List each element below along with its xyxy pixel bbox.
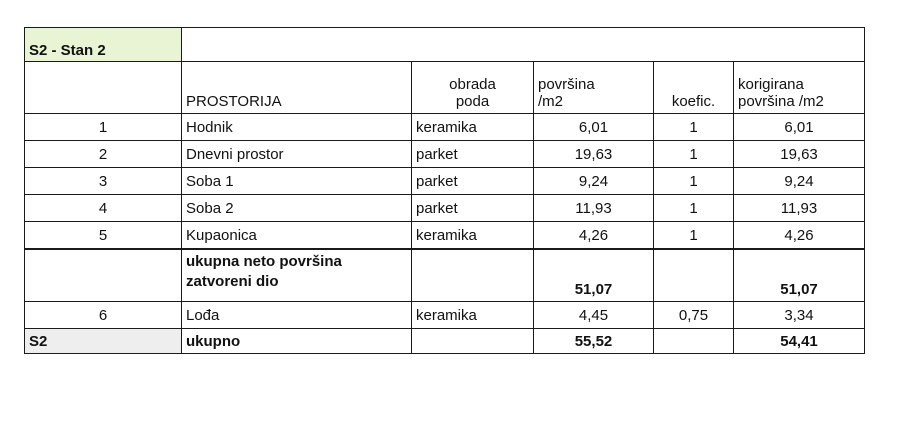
header-area-line-1: površina [538, 76, 595, 93]
subtotal-row [25, 249, 865, 302]
room-coef: 1 [654, 195, 734, 222]
room-name: Soba 2 [182, 195, 412, 222]
room-finish: keramika [412, 114, 534, 141]
area-table-sheet [24, 27, 864, 354]
header-finish-line-2: poda [455, 93, 490, 110]
total-coef-cell [654, 329, 734, 354]
room-name: Kupaonica [182, 222, 412, 250]
room-area: 6,01 [534, 114, 654, 141]
room-no: 1 [25, 114, 182, 141]
title-filler-cell [182, 28, 865, 62]
room-coef: 1 [654, 168, 734, 195]
total-finish-cell [412, 329, 534, 354]
subtotal-no-cell [25, 249, 182, 302]
subtotal-coef-cell [654, 249, 734, 302]
table-row [25, 141, 865, 168]
room-coef: 1 [654, 222, 734, 250]
room-finish: keramika [412, 222, 534, 250]
room-area: 9,24 [534, 168, 654, 195]
room-coef: 1 [654, 141, 734, 168]
header-finish-line-1: obrada [449, 76, 496, 93]
room-corrected-area: 4,26 [734, 222, 865, 250]
subtotal-label-line-1: ukupna neto površina [186, 253, 342, 270]
subtotal-finish-cell [412, 249, 534, 302]
room-no: 2 [25, 141, 182, 168]
room-name: Lođa [182, 302, 412, 329]
room-no: 5 [25, 222, 182, 250]
room-finish: parket [412, 141, 534, 168]
header-area-cell [534, 62, 654, 114]
room-area-table [24, 27, 865, 354]
total-corrected-area: 54,41 [734, 329, 865, 354]
room-area: 4,45 [534, 302, 654, 329]
total-area: 55,52 [534, 329, 654, 354]
room-no: 3 [25, 168, 182, 195]
room-finish: parket [412, 195, 534, 222]
room-corrected-area: 9,24 [734, 168, 865, 195]
header-coef-cell [654, 62, 734, 114]
header-room-cell [182, 62, 412, 114]
room-corrected-area: 3,34 [734, 302, 865, 329]
subtotal-area: 51,07 [534, 249, 654, 302]
room-corrected-area: 11,93 [734, 195, 865, 222]
room-corrected-area: 6,01 [734, 114, 865, 141]
total-label: ukupno [182, 329, 412, 354]
table-row [25, 114, 865, 141]
header-corrected-cell [734, 62, 865, 114]
room-finish: keramika [412, 302, 534, 329]
room-area: 11,93 [534, 195, 654, 222]
total-row [25, 329, 865, 354]
subtotal-label-cell [182, 249, 412, 302]
header-corrected-line-1: korigirana [738, 76, 804, 93]
room-finish: parket [412, 168, 534, 195]
room-name: Hodnik [182, 114, 412, 141]
header-room: PROSTORIJA [186, 93, 282, 110]
room-name: Soba 1 [182, 168, 412, 195]
unit-title: S2 - Stan 2 [29, 42, 106, 59]
loggia-row [25, 302, 865, 329]
header-area-line-2: /m2 [538, 93, 564, 110]
table-row [25, 222, 865, 250]
header-finish-cell [412, 62, 534, 114]
header-row [25, 62, 865, 114]
subtotal-corrected-area: 51,07 [734, 249, 865, 302]
header-coef: koefic. [671, 93, 716, 110]
title-row [25, 28, 865, 62]
header-no-cell [25, 62, 182, 114]
table-row [25, 168, 865, 195]
room-coef: 0,75 [654, 302, 734, 329]
room-no: 6 [25, 302, 182, 329]
room-coef: 1 [654, 114, 734, 141]
room-area: 19,63 [534, 141, 654, 168]
subtotal-label-line-2: zatvoreni dio [186, 273, 279, 290]
header-corrected-line-2: površina /m2 [738, 93, 824, 110]
room-area: 4,26 [534, 222, 654, 250]
unit-title-cell [25, 28, 182, 62]
room-corrected-area: 19,63 [734, 141, 865, 168]
total-unit: S2 [25, 329, 182, 354]
table-row [25, 195, 865, 222]
room-name: Dnevni prostor [182, 141, 412, 168]
room-no: 4 [25, 195, 182, 222]
